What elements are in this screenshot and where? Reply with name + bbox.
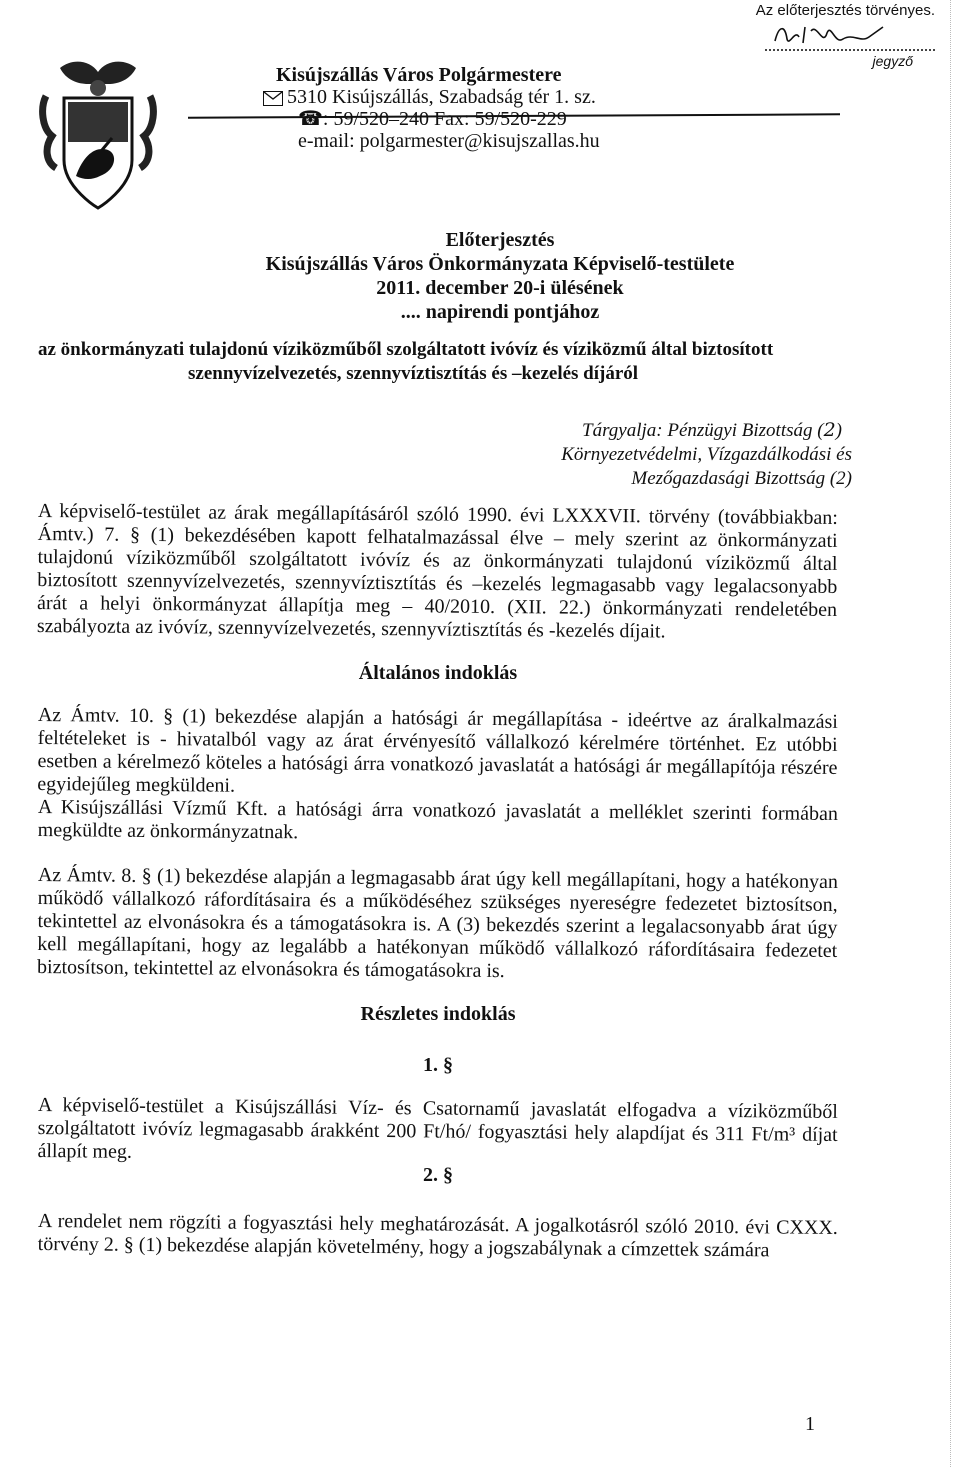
letterhead-org: Kisújszállás Város Polgármestere — [276, 64, 562, 86]
committee-line-2: Környezetvédelmi, Vízgazdálkodási és — [561, 444, 852, 465]
general-heading: Általános indoklás — [358, 662, 518, 684]
signature-dotted-line — [765, 49, 935, 51]
subject-line-1: az önkormányzati tulajdonú víziközműből szolgáltatott ivóvíz és víziközmű által biztosított — [38, 339, 774, 360]
letterhead-address: 5310 Kisújszállás, Szabadság tér 1. sz. — [287, 86, 596, 108]
document-subject — [38, 338, 938, 386]
phone-icon: ☎ — [298, 108, 323, 130]
committee-line-3: Mezőgazdasági Bizottság (2) — [631, 468, 852, 489]
page-number: 1 — [805, 1413, 815, 1435]
committee-finance: Tárgyalja: Pénzügyi Bizottság ( — [582, 420, 824, 441]
letterhead-email: e-mail: polgarmester@kisujszallas.hu — [298, 130, 600, 152]
stamp-text: Az előterjesztés törvényes. — [755, 2, 935, 19]
section-1-label: 1. § — [423, 1054, 453, 1076]
signature-role: jegyző — [872, 53, 913, 69]
detailed-heading: Részletes indoklás — [360, 1003, 516, 1025]
intro-paragraph: A képviselő-testület az árak megállapításáról szóló 1990. évi LXXXVII. törvény (továbbiakban: Ámtv.) 7. § (1) bekezdésében kapott felhatalmazással élve – mely szerint az önkormányzati tulajdonú víziközműből szolgáltatott ivóvíz és az önkormányzati tulajdonú víziközmű által biztosított szennyvízelvezetés, szennyvíztisztítás és –kezelés legmagasabb vagy legalacsonyabb árát a helyi önkormányzat állapítja meg – 40/2010. (XII. 22.) önkormányzati rendeletében szabályozta az ivóvíz, szennyvízelvezetés, szennyvíztisztítás és -kezelés díjait. — [36, 500, 838, 643]
general-paragraph-3: Az Ámtv. 8. § (1) bekezdése alapján a legmagasabb árat úgy kell megállapítani, hogy a hatékonyan működő vállalkozó ráfordításaira és a működéséhez szükséges nyereségre fedezetet biztosítson, tekintettel az elvonásokra és a támogatásokra is. A (3) bekezdés szerint a legalacsonyabb árat úgy kell megállapítani, hogy az legalább a hatékonyan működő vállalkozó ráfordításaira fedezetet biztosítson, tekintettel az elvonásokra és támogatásokra is. — [37, 864, 838, 983]
title-line-4: .... napirendi pontjához — [400, 301, 600, 323]
handwritten-signature — [765, 19, 905, 49]
title-line-1: Előterjesztés — [445, 229, 555, 251]
letterhead-address-row — [213, 86, 853, 108]
general-paragraph-2: A Kisújszállási Vízmű Kft. a hatósági árra vonatkozó javaslatát a melléklet szerinti formában megküldte az önkormányzatnak. — [37, 796, 838, 844]
committee-agriculture: Mezőgazdasági Bizottság ( — [631, 468, 837, 489]
subject-line-2: szennyvízelvezetés, szennyvíztisztítás és –kezelés díjáról — [188, 363, 639, 384]
section-2-text: A rendelet nem rögzíti a fogyasztási hely meghatározását. A jogalkotásról szóló 2010. évi CXXX. törvény 2. § (1) bekezdése alapján követelmény, hogy a jogszabálynak a címzettek számára — [37, 1210, 838, 1262]
approval-stamp — [735, 2, 935, 69]
committee-agriculture-hand: 2 — [836, 468, 846, 489]
title-line-3: 2011. december 20-i ülésének — [376, 277, 624, 299]
letterhead-phone: : 59/520–240 Fax: 59/520-229 — [322, 108, 567, 130]
section-1-text: A képviselő-testület a Kisújszállási Víz- és Csatornamű javaslatát elfogadva a víziközműből szolgáltatott ivóvíz legmagasabb árakként 200 Ft/hó/ fogyasztási hely alapdíjat és 311 Ft/m³ díjat állapít meg. — [37, 1094, 838, 1163]
committees-block — [492, 418, 852, 491]
general-paragraph-1: Az Ámtv. 10. § (1) bekezdése alapján a hatósági ár megállapítása - ideértve az áralkalmazási feltételeket is - hivatalból vagy az árat érvényesítő vállalkozó kérelmére történhet. Ez utóbbi esetben a kérelmező köteles a hatósági árra vonatkozó javaslatát a hatósági ár megállapítója részére egyidejűleg megküldeni. — [37, 704, 838, 797]
committee-finance-hand: 2 — [823, 419, 836, 441]
scan-edge-line — [950, 0, 951, 1467]
letterhead — [213, 64, 853, 152]
coat-of-arms-logo — [38, 58, 158, 218]
committee-line-1: Tárgyalja: Pénzügyi Bizottság (2) — [582, 419, 842, 441]
mail-icon — [263, 91, 283, 106]
signature-area — [735, 19, 935, 69]
section-2-label: 2. § — [423, 1164, 453, 1186]
title-line-2: Kisújszállás Város Önkormányzata Képviselő-testülete — [265, 253, 735, 275]
document-title — [160, 228, 840, 324]
letterhead-phone-row — [213, 108, 853, 130]
